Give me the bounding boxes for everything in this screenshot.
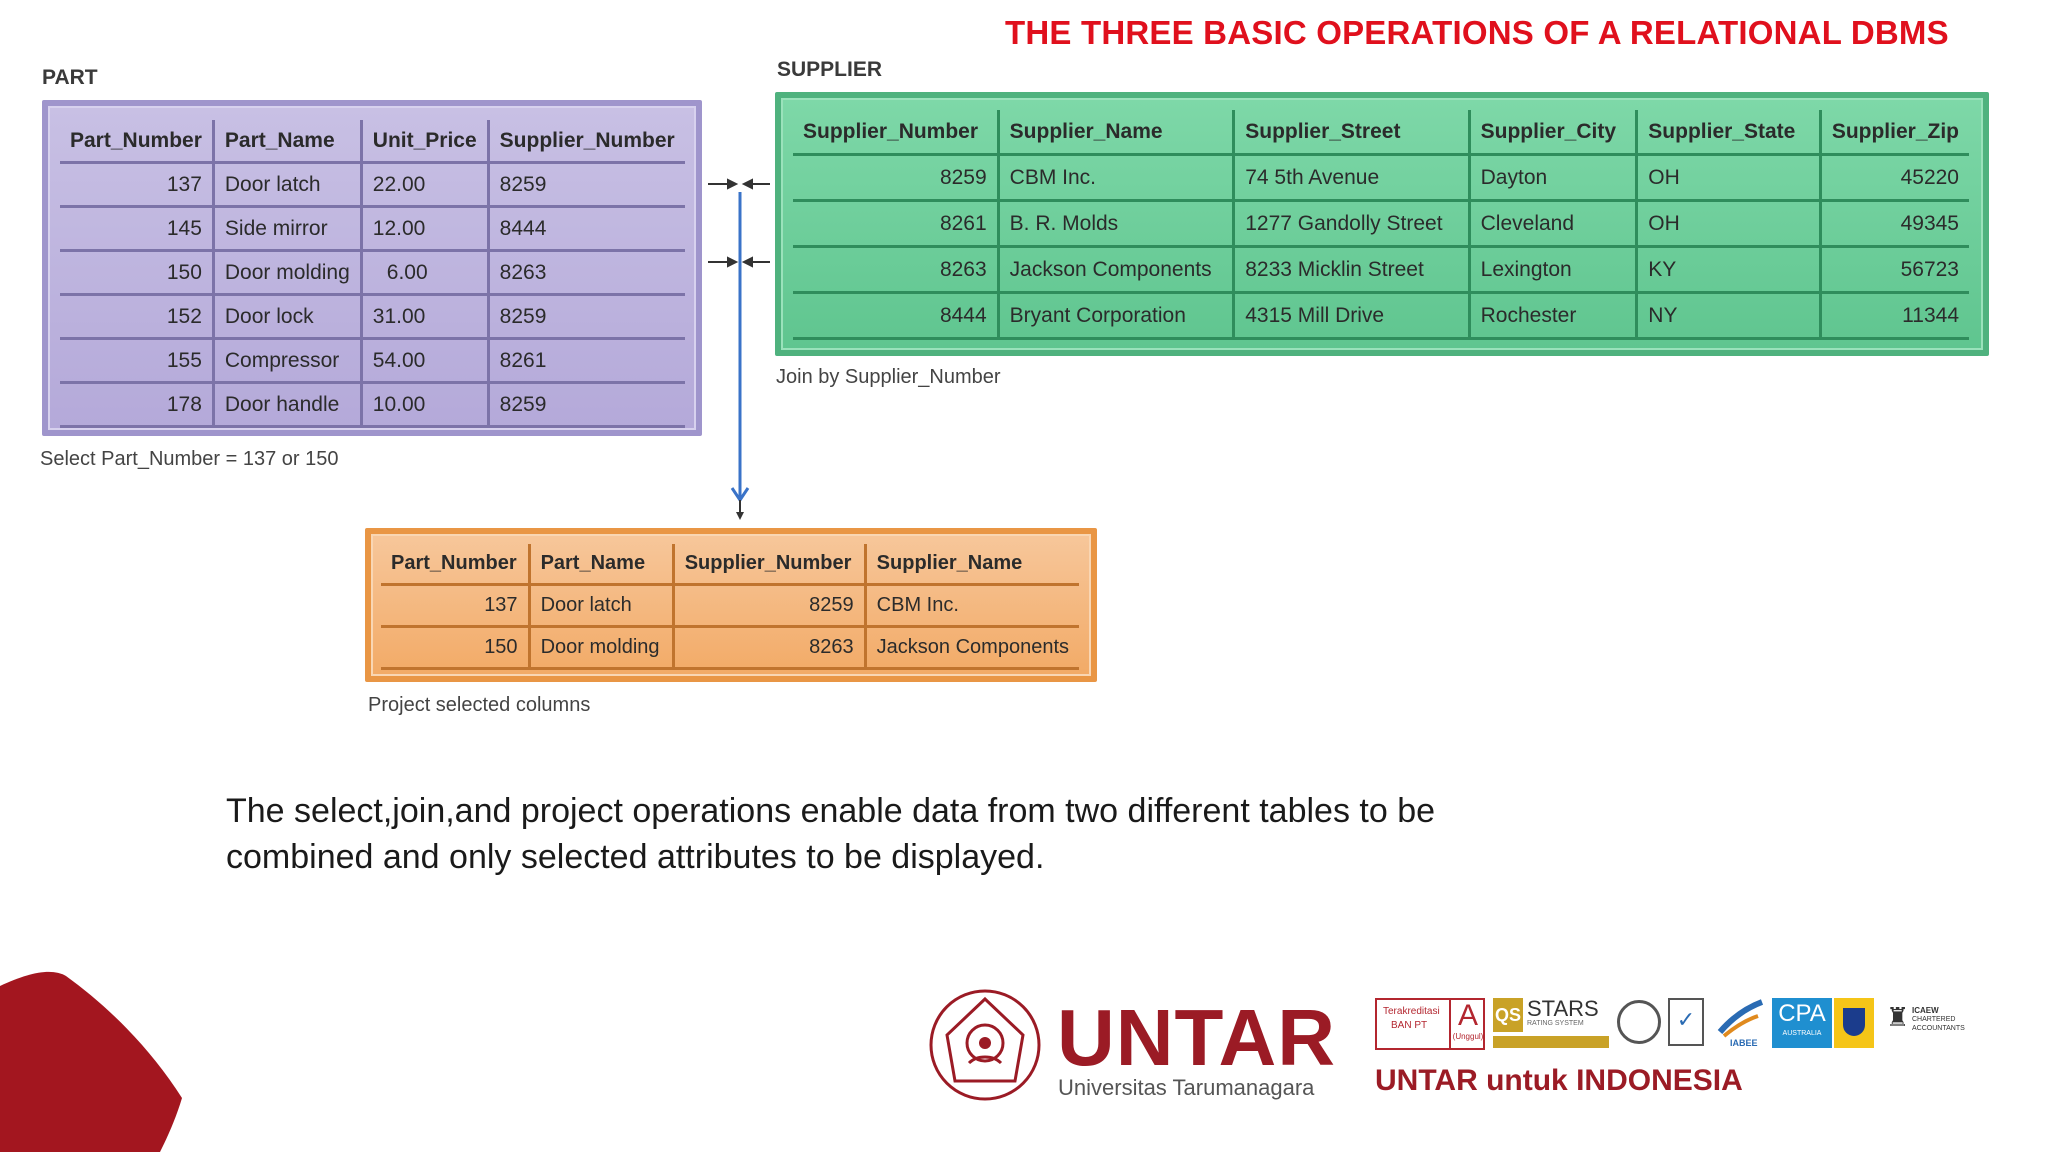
table-cell: 178 xyxy=(60,384,212,428)
icaew-text: ACCOUNTANTS xyxy=(1912,1025,1965,1032)
table-cell: 8263 xyxy=(672,628,864,670)
table-cell: Cleveland xyxy=(1468,202,1636,248)
table-cell: 137 xyxy=(60,164,212,208)
part-col-header: Part_Number xyxy=(60,120,212,164)
table-cell: 8263 xyxy=(793,248,997,294)
table-cell: 10.00 xyxy=(360,384,487,428)
table-cell: 8233 Micklin Street xyxy=(1232,248,1467,294)
table-cell: 152 xyxy=(60,296,212,340)
table-cell: CBM Inc. xyxy=(864,586,1079,628)
table-cell: 22.00 xyxy=(360,164,487,208)
icaew-text: ICAEW xyxy=(1912,1006,1939,1015)
supplier-col-header: Supplier_Number xyxy=(793,110,997,156)
supplier-table-label: SUPPLIER xyxy=(777,58,883,81)
table-cell: 54.00 xyxy=(360,340,487,384)
result-col-header: Part_Number xyxy=(381,544,528,586)
result-col-header: Part_Name xyxy=(528,544,672,586)
cpa-badge xyxy=(1772,998,1832,1048)
result-table xyxy=(365,528,1097,682)
body-text-line: The select,join,and project operations enable data from two different tables to be xyxy=(226,792,1436,830)
qs-stars-badge xyxy=(1493,998,1609,1050)
table-cell: 45220 xyxy=(1819,156,1969,202)
slide-body-text xyxy=(226,788,1566,880)
icaew-figure-icon: ♜ xyxy=(1886,1002,1910,1032)
table-cell: Door molding xyxy=(528,628,672,670)
qs-stars-bar xyxy=(1493,1036,1609,1048)
table-cell: Jackson Components xyxy=(997,248,1233,294)
table-cell: Door handle xyxy=(212,384,360,428)
table-cell: 8444 xyxy=(487,208,685,252)
table-cell: 6.00 xyxy=(360,252,487,296)
table-cell: Rochester xyxy=(1468,294,1636,340)
table-cell: 155 xyxy=(60,340,212,384)
part-col-header: Unit_Price xyxy=(360,120,487,164)
supplier-table-caption: Join by Supplier_Number xyxy=(776,366,1001,388)
table-cell: 8259 xyxy=(487,296,685,340)
table-cell: 8263 xyxy=(487,252,685,296)
table-cell: 8444 xyxy=(793,294,997,340)
university-name: Universitas Tarumanagara xyxy=(1058,1075,1315,1100)
table-cell: CBM Inc. xyxy=(997,156,1233,202)
cpa-text: CPA xyxy=(1778,1000,1826,1027)
table-cell: OH xyxy=(1635,156,1819,202)
table-row xyxy=(381,628,1079,670)
table-cell: KY xyxy=(1635,248,1819,294)
iabee-text: IABEE xyxy=(1730,1038,1758,1048)
result-col-header: Supplier_Name xyxy=(864,544,1079,586)
crest-badge-icon xyxy=(1834,998,1874,1048)
supplier-col-header: Supplier_City xyxy=(1468,110,1636,156)
table-cell: 11344 xyxy=(1819,294,1969,340)
qs-stars-text: STARS xyxy=(1527,996,1599,1021)
table-cell: 49345 xyxy=(1819,202,1969,248)
untar-tagline: UNTAR untuk INDONESIA xyxy=(1375,1064,1743,1097)
table-cell: 12.00 xyxy=(360,208,487,252)
table-cell: Door latch xyxy=(528,586,672,628)
table-cell: Lexington xyxy=(1468,248,1636,294)
table-cell: 8261 xyxy=(487,340,685,384)
body-text-line: combined and only selected attributes to be displayed. xyxy=(226,838,1045,876)
iabee-badge xyxy=(1716,998,1766,1054)
accreditation-text: BAN PT xyxy=(1391,1020,1428,1031)
slide-title: THE THREE BASIC OPERATIONS OF A RELATIONAL DBMS xyxy=(1005,14,1949,51)
accreditation-badge xyxy=(1375,998,1485,1050)
table-cell: 74 5th Avenue xyxy=(1232,156,1467,202)
qs-logo: QS xyxy=(1493,998,1523,1032)
certification-seal-icon xyxy=(1617,1000,1661,1044)
table-cell: B. R. Molds xyxy=(997,202,1233,248)
table-cell: 8261 xyxy=(793,202,997,248)
supplier-col-header: Supplier_Street xyxy=(1232,110,1467,156)
table-cell: 8259 xyxy=(487,384,685,428)
table-cell: 8259 xyxy=(487,164,685,208)
untar-seal-logo xyxy=(925,985,1045,1105)
result-table-caption: Project selected columns xyxy=(368,694,591,716)
table-cell: 4315 Mill Drive xyxy=(1232,294,1467,340)
table-cell: Door latch xyxy=(212,164,360,208)
part-col-header: Part_Name xyxy=(212,120,360,164)
supplier-col-header: Supplier_State xyxy=(1635,110,1819,156)
qs-sub-text: RATING SYSTEM xyxy=(1527,1020,1584,1027)
table-cell: Dayton xyxy=(1468,156,1636,202)
table-cell: Bryant Corporation xyxy=(997,294,1233,340)
checkmark-badge-icon: ✓ xyxy=(1668,998,1704,1046)
accreditation-note: (Unggul) xyxy=(1452,1032,1484,1041)
cpa-sub-text: AUSTRALIA xyxy=(1782,1030,1822,1037)
table-cell: Side mirror xyxy=(212,208,360,252)
part-col-header: Supplier_Number xyxy=(487,120,685,164)
table-cell: 150 xyxy=(381,628,528,670)
table-cell: 137 xyxy=(381,586,528,628)
table-cell: Jackson Components xyxy=(864,628,1079,670)
part-table-label: PART xyxy=(42,66,98,89)
table-cell: 150 xyxy=(60,252,212,296)
accreditation-text: Terakreditasi xyxy=(1383,1006,1440,1017)
table-row xyxy=(381,586,1079,628)
table-cell: Compressor xyxy=(212,340,360,384)
table-cell: Door molding xyxy=(212,252,360,296)
table-cell: 56723 xyxy=(1819,248,1969,294)
accreditation-grade: A xyxy=(1457,999,1478,1032)
table-cell: 145 xyxy=(60,208,212,252)
table-cell: 31.00 xyxy=(360,296,487,340)
supplier-col-header: Supplier_Zip xyxy=(1819,110,1969,156)
icaew-badge xyxy=(1886,998,1996,1048)
table-cell: 8259 xyxy=(672,586,864,628)
supplier-col-header: Supplier_Name xyxy=(997,110,1233,156)
table-cell: OH xyxy=(1635,202,1819,248)
decorative-corner-shape xyxy=(0,960,190,1152)
table-cell: Door lock xyxy=(212,296,360,340)
iabee-swoosh-icon xyxy=(1716,998,1766,1038)
untar-brand: UNTAR xyxy=(1057,993,1337,1082)
icaew-text: CHARTERED xyxy=(1912,1016,1956,1023)
table-cell: NY xyxy=(1635,294,1819,340)
table-cell: 8259 xyxy=(793,156,997,202)
part-table-caption: Select Part_Number = 137 or 150 xyxy=(40,448,339,470)
result-col-header: Supplier_Number xyxy=(672,544,864,586)
table-cell: 1277 Gandolly Street xyxy=(1232,202,1467,248)
